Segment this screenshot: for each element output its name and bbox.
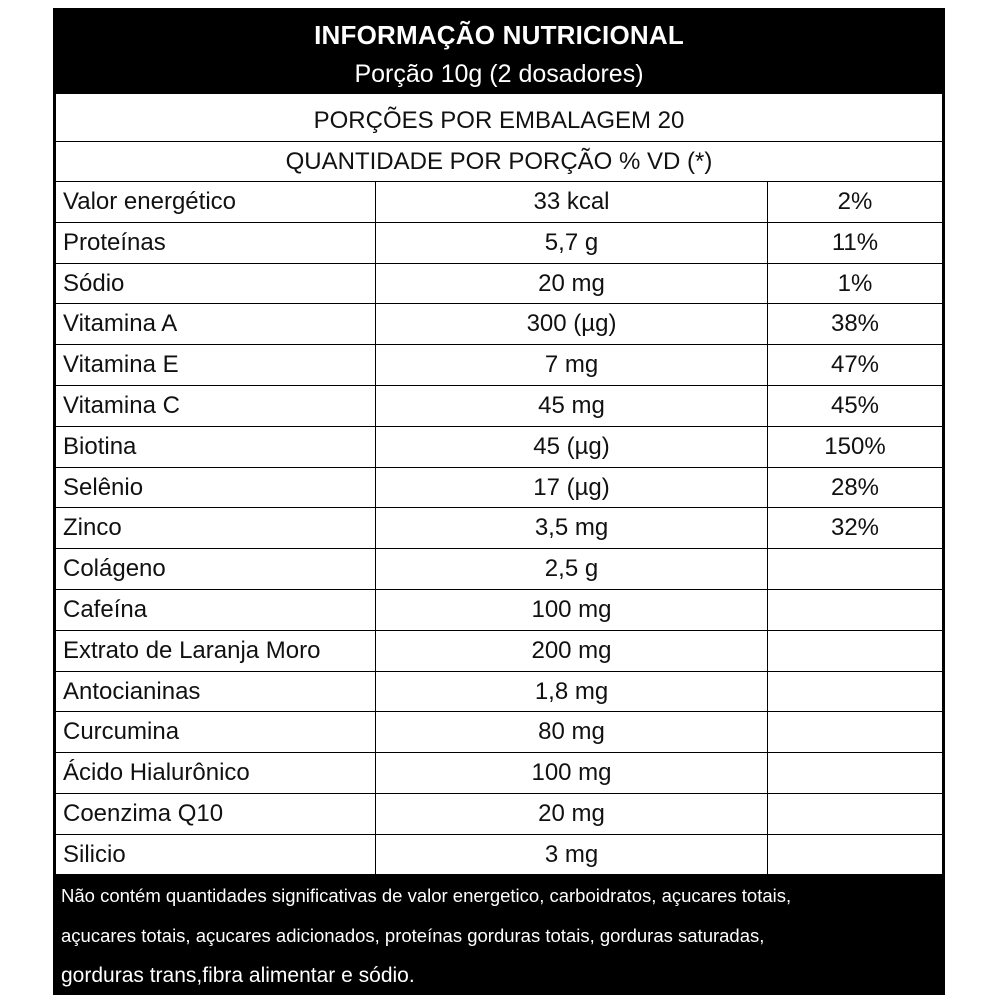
- daily-value-percent: 1%: [837, 269, 873, 297]
- nutrient-name: Selênio: [56, 468, 376, 508]
- daily-value-percent: [768, 631, 942, 671]
- nutrient-amount: 5,7 g: [376, 223, 768, 263]
- nutrient-amount: 2,5 g: [376, 549, 768, 589]
- daily-value-percent: [768, 590, 942, 630]
- nutrient-name: Silicio: [56, 835, 376, 876]
- nutrient-amount: 80 mg: [376, 712, 768, 752]
- table-row: [56, 386, 942, 427]
- daily-value-percent: [768, 672, 942, 712]
- table-row: [56, 345, 942, 386]
- table-row: [56, 672, 942, 713]
- nutrient-name: Cafeína: [56, 590, 376, 630]
- table-row: [56, 590, 942, 631]
- daily-value-percent: 32%: [830, 514, 880, 542]
- daily-value-percent: [768, 835, 942, 876]
- serving-size: Porção 10g (2 dosadores): [354, 60, 644, 88]
- footnote: [61, 876, 941, 996]
- daily-value-percent: 47%: [830, 351, 880, 379]
- nutrient-name: Vitamina A: [56, 304, 376, 344]
- daily-value-percent: 150%: [824, 432, 886, 460]
- table-row: [56, 468, 942, 509]
- table-row: [56, 264, 942, 305]
- footnote-line-2: açucares totais, açucares adicionados, proteínas gorduras totais, gorduras saturadas,: [61, 925, 765, 946]
- daily-value-percent: [768, 549, 942, 589]
- servings-per-package: PORÇÕES POR EMBALAGEM 20: [56, 100, 942, 142]
- nutrient-amount: 100 mg: [376, 590, 768, 630]
- nutrient-name: Valor energético: [56, 182, 376, 222]
- daily-value-percent: [768, 794, 942, 834]
- nutrient-name: Extrato de Laranja Moro: [56, 631, 376, 671]
- daily-value-percent: 38%: [830, 310, 880, 338]
- nutrient-amount: 20 mg: [376, 264, 768, 304]
- table-row: [56, 631, 942, 672]
- nutrient-name: Vitamina E: [56, 345, 376, 385]
- footnote-line-1: Não contém quantidades significativas de valor energetico, carboidratos, açucares totais,: [61, 885, 792, 906]
- footnote-line-3: gorduras trans,fibra alimentar e sódio.: [61, 964, 415, 987]
- nutrient-amount: 17 (µg): [376, 468, 768, 508]
- table-row: [56, 182, 942, 223]
- table-row: [56, 508, 942, 549]
- nutrient-name: Vitamina C: [56, 386, 376, 426]
- daily-value-percent: [768, 753, 942, 793]
- header: [53, 8, 945, 94]
- table-row: [56, 794, 942, 835]
- nutrient-amount: 100 mg: [376, 753, 768, 793]
- daily-value-percent: 28%: [830, 473, 880, 501]
- daily-value-percent: [768, 712, 942, 752]
- nutrient-amount: 3 mg: [376, 835, 768, 876]
- table-row: [56, 304, 942, 345]
- nutrient-name: Sódio: [56, 264, 376, 304]
- nutrient-amount: 200 mg: [376, 631, 768, 671]
- nutrient-name: Proteínas: [56, 223, 376, 263]
- nutrient-name: Ácido Hialurônico: [56, 753, 376, 793]
- nutrient-name: Curcumina: [56, 712, 376, 752]
- table-row: [56, 223, 942, 264]
- daily-value-percent: 2%: [837, 188, 873, 215]
- nutrient-amount: 45 (µg): [376, 427, 768, 467]
- nutrient-amount: 3,5 mg: [376, 508, 768, 548]
- nutrient-amount: 1,8 mg: [376, 672, 768, 712]
- nutrient-amount: 7 mg: [376, 345, 768, 385]
- nutrient-name: Colágeno: [56, 549, 376, 589]
- table-row: [56, 835, 942, 876]
- column-header: QUANTIDADE POR PORÇÃO % VD (*): [56, 142, 942, 182]
- nutrition-table: [56, 94, 942, 874]
- nutrition-facts-panel: [53, 8, 945, 995]
- nutrient-name: Antocianinas: [56, 672, 376, 712]
- nutrient-amount: 33 kcal: [376, 182, 768, 222]
- table-row: [56, 427, 942, 468]
- nutrient-name: Coenzima Q10: [56, 794, 376, 834]
- daily-value-percent: 45%: [830, 392, 880, 419]
- nutrition-title: INFORMAÇÃO NUTRICIONAL: [314, 20, 684, 50]
- daily-value-percent: 11%: [831, 228, 879, 256]
- nutrient-amount: 300 (µg): [376, 304, 768, 344]
- nutrient-amount: 20 mg: [376, 794, 768, 834]
- nutrient-amount: 45 mg: [376, 386, 768, 426]
- nutrient-name: Zinco: [56, 508, 376, 548]
- nutrient-name: Biotina: [56, 427, 376, 467]
- nutrient-grid: [56, 182, 942, 874]
- table-row: [56, 549, 942, 590]
- table-row: [56, 753, 942, 794]
- table-row: [56, 712, 942, 753]
